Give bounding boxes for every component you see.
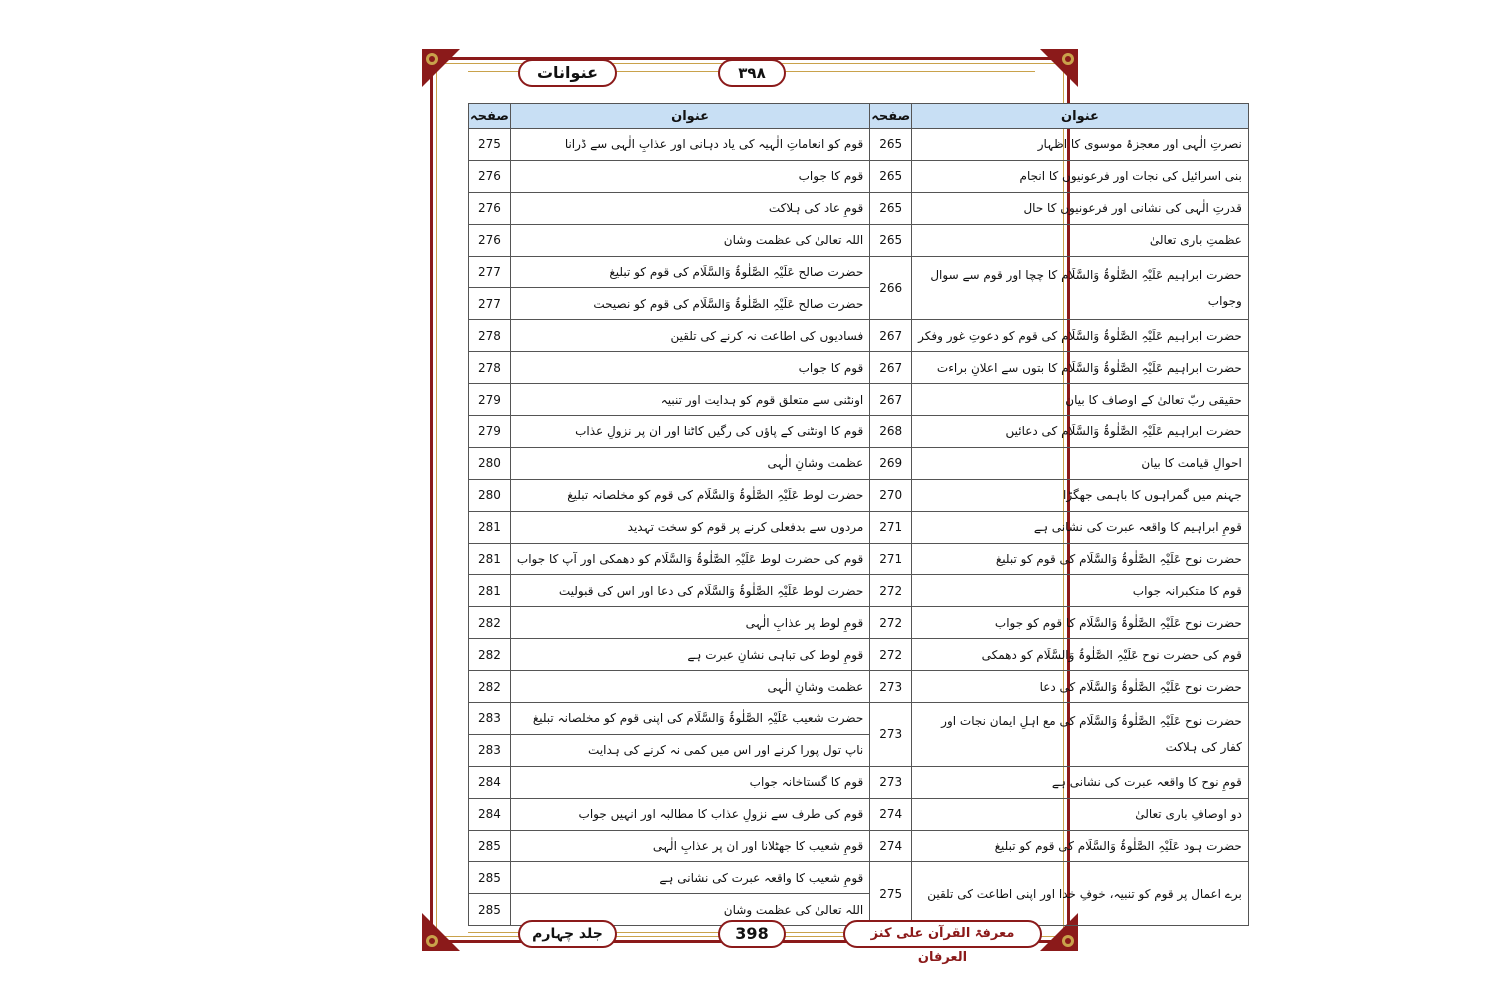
entry-page: 267: [870, 352, 912, 384]
entry-page: 281: [469, 543, 511, 575]
column-header-page: صفحہ: [870, 104, 912, 129]
entry-page: 276: [469, 192, 511, 224]
entry-page: 268: [870, 416, 912, 448]
entry-title: قومِ لوط کی تباہی نشانِ عبرت ہے: [510, 639, 869, 671]
entry-page: 284: [469, 766, 511, 798]
entry-page: 284: [469, 798, 511, 830]
entry-page: 278: [469, 320, 511, 352]
entry-title: قوم کا متکبرانہ جواب: [912, 575, 1249, 607]
entry-title: قوم کا جواب: [510, 160, 869, 192]
entry-title: قدرتِ الٰہی کی نشانی اور فرعونیوں کا حال: [912, 192, 1249, 224]
entry-page: 282: [469, 639, 511, 671]
entry-title: عظمتِ باری تعالیٰ: [912, 224, 1249, 256]
entry-page: 275: [870, 862, 912, 926]
entry-title: قوم کی حضرت لوط عَلَیْہِ الصَّلٰوۃُ وَالسَّلَام کو دھمکی اور آپ کا جواب: [510, 543, 869, 575]
entry-page: 279: [469, 416, 511, 448]
table-row: [469, 416, 1249, 448]
table-row: [469, 256, 1249, 288]
entry-title: قوم کو انعاماتِ الٰہیہ کی یاد دہانی اور عذابِ الٰہی سے ڈرانا: [510, 129, 869, 161]
entry-page: 278: [469, 352, 511, 384]
table-row: [469, 703, 1249, 735]
corner-ornament-icon: [418, 45, 464, 91]
table-row: [469, 862, 1249, 894]
entry-title: حضرت ابراہیم عَلَیْہِ الصَّلٰوۃُ وَالسَّلَام کی قوم کو دعوتِ غور وفکر: [912, 320, 1249, 352]
entry-page: 280: [469, 479, 511, 511]
entry-title: حضرت ابراہیم عَلَیْہِ الصَّلٰوۃُ وَالسَّلَام کا بتوں سے اعلانِ براءت: [912, 352, 1249, 384]
column-header-page: صفحہ: [469, 104, 511, 129]
entry-title: قوم کا اونٹنی کے پاؤں کی رگیں کاٹنا اور ان پر نزولِ عذاب: [510, 416, 869, 448]
entry-page: 276: [469, 160, 511, 192]
entry-title: قومِ عاد کی ہلاکت: [510, 192, 869, 224]
entry-title: حضرت شعیب عَلَیْہِ الصَّلٰوۃُ وَالسَّلَام کی اپنی قوم کو مخلصانہ تبلیغ: [510, 703, 869, 735]
table-row: [469, 543, 1249, 575]
contents-table: [468, 103, 1249, 926]
table-row: [469, 766, 1249, 798]
section-title: عنوانات: [518, 59, 617, 87]
entry-title: نصرتِ الٰہی اور معجزۂ موسوی کا اظہار: [912, 129, 1249, 161]
entry-page: 274: [870, 830, 912, 862]
entry-title: حقیقی ربّ تعالیٰ کے اوصاف کا بیان: [912, 384, 1249, 416]
entry-title: عظمت وشانِ الٰہی: [510, 671, 869, 703]
entry-page: 274: [870, 798, 912, 830]
entry-page: 271: [870, 511, 912, 543]
entry-title: حضرت نوح عَلَیْہِ الصَّلٰوۃُ وَالسَّلَام کی مع اہلِ ایمان نجات اور کفار کی ہلاکت: [912, 703, 1249, 767]
entry-title: حضرت صالح عَلَیْہِ الصَّلٰوۃُ وَالسَّلَام کی قوم کو نصیحت: [510, 288, 869, 320]
entry-page: 269: [870, 447, 912, 479]
entry-title: حضرت نوح عَلَیْہِ الصَّلٰوۃُ وَالسَّلَام کی دعا: [912, 671, 1249, 703]
table-row: [469, 447, 1249, 479]
book-title: معرفۃ القرآن علی کنز العرفان: [843, 920, 1042, 948]
entry-page: 285: [469, 830, 511, 862]
column-header-title: عنوان: [510, 104, 869, 129]
entry-title: اللہ تعالیٰ کی عظمت وشان: [510, 224, 869, 256]
entry-title: احوالِ قیامت کا بیان: [912, 447, 1249, 479]
entry-title: قوم کا گستاخانہ جواب: [510, 766, 869, 798]
entry-title: قوم کا جواب: [510, 352, 869, 384]
entry-title: ناپ تول پورا کرنے اور اس میں کمی نہ کرنے کی ہدایت: [510, 734, 869, 766]
entry-page: 272: [870, 607, 912, 639]
entry-title: جہنم میں گمراہوں کا باہمی جھگڑا: [912, 479, 1249, 511]
table-row: [469, 639, 1249, 671]
entry-title: مردوں سے بدفعلی کرنے پر قوم کو سخت تہدید: [510, 511, 869, 543]
table-row: [469, 160, 1249, 192]
entry-title: حضرت لوط عَلَیْہِ الصَّلٰوۃُ وَالسَّلَام کی قوم کو مخلصانہ تبلیغ: [510, 479, 869, 511]
entry-page: 272: [870, 639, 912, 671]
entry-page: 270: [870, 479, 912, 511]
entry-page: 285: [469, 862, 511, 894]
table-row: [469, 575, 1249, 607]
entry-title: اللہ تعالیٰ کی عظمت وشان: [510, 894, 869, 926]
entry-page: 277: [469, 256, 511, 288]
entry-page: 265: [870, 129, 912, 161]
entry-title: برے اعمال پر قوم کو تنبیہ، خوفِ خدا اور اپنی اطاعت کی تلقین: [912, 862, 1249, 926]
entry-title: حضرت ہود عَلَیْہِ الصَّلٰوۃُ وَالسَّلَام کی قوم کو تبلیغ: [912, 830, 1249, 862]
table-row: [469, 352, 1249, 384]
page-number-header: ۳۹۸: [718, 59, 786, 87]
entry-page: 265: [870, 224, 912, 256]
entry-page: 273: [870, 703, 912, 767]
entry-title: بنی اسرائیل کی نجات اور فرعونیوں کا انجام: [912, 160, 1249, 192]
entry-page: 282: [469, 671, 511, 703]
book-page: [418, 45, 1242, 965]
entry-title: دو اوصافِ باری تعالیٰ: [912, 798, 1249, 830]
entry-page: 265: [870, 160, 912, 192]
entry-page: 266: [870, 256, 912, 320]
entry-page: 273: [870, 671, 912, 703]
entry-title: عظمت وشانِ الٰہی: [510, 447, 869, 479]
entry-title: حضرت ابراہیم عَلَیْہِ الصَّلٰوۃُ وَالسَّلَام کی دعائیں: [912, 416, 1249, 448]
table-row: [469, 479, 1249, 511]
table-row: [469, 798, 1249, 830]
entry-page: 267: [870, 320, 912, 352]
corner-ornament-icon: [1036, 45, 1082, 91]
entry-page: 267: [870, 384, 912, 416]
entry-title: اونٹنی سے متعلق قوم کو ہدایت اور تنبیہ: [510, 384, 869, 416]
entry-title: حضرت نوح عَلَیْہِ الصَّلٰوۃُ وَالسَّلَام کی قوم کو تبلیغ: [912, 543, 1249, 575]
column-header-title: عنوان: [912, 104, 1249, 129]
entry-page: 272: [870, 575, 912, 607]
entry-title: قومِ لوط پر عذابِ الٰہی: [510, 607, 869, 639]
table-row: [469, 129, 1249, 161]
entry-page: 280: [469, 447, 511, 479]
entry-page: 285: [469, 894, 511, 926]
entry-page: 281: [469, 575, 511, 607]
entry-page: 277: [469, 288, 511, 320]
entry-page: 279: [469, 384, 511, 416]
entry-title: حضرت ابراہیم عَلَیْہِ الصَّلٰوۃُ وَالسَّلَام کا چچا اور قوم سے سوال وجواب: [912, 256, 1249, 320]
table-row: [469, 384, 1249, 416]
corner-ornament-icon: [418, 909, 464, 955]
entry-page: 275: [469, 129, 511, 161]
entry-title: قومِ شعیب کا جھٹلانا اور ان پر عذابِ الٰہی: [510, 830, 869, 862]
entry-title: قومِ نوح کا واقعہ عبرت کی نشانی ہے: [912, 766, 1249, 798]
table-row: [469, 192, 1249, 224]
entry-title: قومِ شعیب کا واقعہ عبرت کی نشانی ہے: [510, 862, 869, 894]
entry-title: قوم کی حضرت نوح عَلَیْہِ الصَّلٰوۃُ وَالسَّلَام کو دھمکی: [912, 639, 1249, 671]
entry-page: 276: [469, 224, 511, 256]
entry-page: 265: [870, 192, 912, 224]
table-row: [469, 607, 1249, 639]
page-number-footer: 398: [718, 920, 786, 948]
entry-title: قومِ ابراہیم کا واقعہ عبرت کی نشانی ہے: [912, 511, 1249, 543]
table-row: [469, 830, 1249, 862]
entry-page: 281: [469, 511, 511, 543]
entry-page: 273: [870, 766, 912, 798]
table-row: [469, 671, 1249, 703]
entry-page: 283: [469, 703, 511, 735]
entry-title: حضرت نوح عَلَیْہِ الصَّلٰوۃُ وَالسَّلَام کا قوم کو جواب: [912, 607, 1249, 639]
entry-title: حضرت صالح عَلَیْہِ الصَّلٰوۃُ وَالسَّلَام کی قوم کو تبلیغ: [510, 256, 869, 288]
entry-title: فسادیوں کی اطاعت نہ کرنے کی تلقین: [510, 320, 869, 352]
volume-label: جلد چہارم: [518, 920, 617, 948]
table-row: [469, 224, 1249, 256]
entry-page: 282: [469, 607, 511, 639]
entry-title: قوم کی طرف سے نزولِ عذاب کا مطالبہ اور انہیں جواب: [510, 798, 869, 830]
table-header-row: [469, 104, 1249, 129]
table-row: [469, 320, 1249, 352]
table-row: [469, 511, 1249, 543]
entry-page: 283: [469, 734, 511, 766]
entry-page: 271: [870, 543, 912, 575]
entry-title: حضرت لوط عَلَیْہِ الصَّلٰوۃُ وَالسَّلَام کی دعا اور اس کی قبولیت: [510, 575, 869, 607]
